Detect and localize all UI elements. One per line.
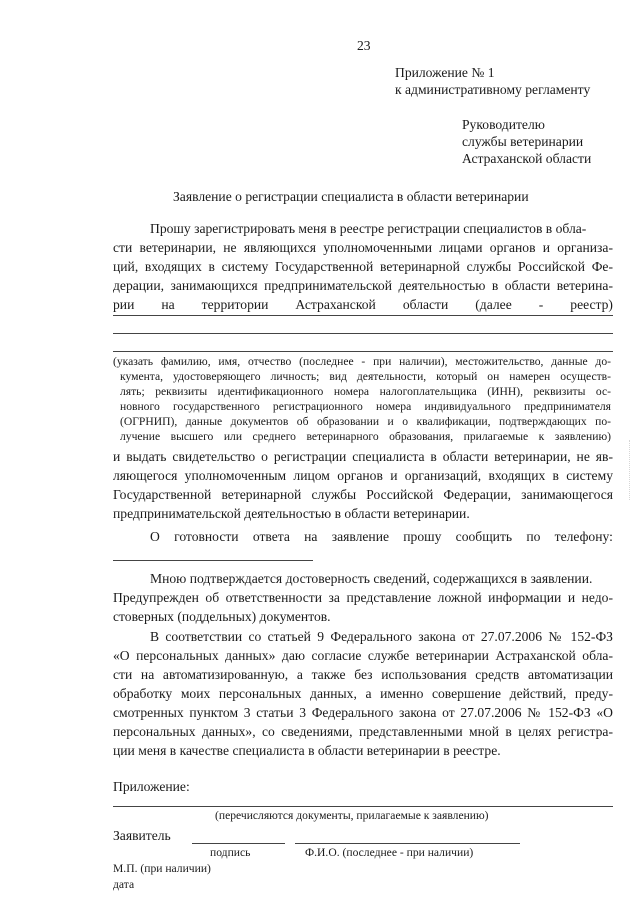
word: прошу: [403, 529, 442, 544]
word: реестр): [570, 297, 613, 312]
scan-margin-mark: [629, 440, 636, 500]
signature-caption: подпись: [210, 846, 251, 859]
word: готовности: [174, 529, 239, 544]
attachment-note: (перечисляются документы, прилагаемые к заявлению): [215, 809, 489, 822]
request-line: сти ветеринарии, не являющихся уполномоченными лицами органов и организа-: [113, 240, 613, 255]
document-heading: Заявление о регистрации специалиста в области ветеринарии: [173, 189, 529, 204]
attachment-fill-line[interactable]: [113, 806, 613, 807]
paragraph-line: обработку моих персональных данных, а именно совершение действий, преду-: [113, 686, 613, 701]
paragraph-line: смотренных пунктом 3 статьи 3 Федерального закона от 27.07.2006 № 152-ФЗ «О: [113, 705, 613, 720]
paragraph-line: предпринимательской деятельностью в области ветеринарии.: [113, 506, 470, 521]
word: рии: [113, 297, 135, 312]
paragraph-line: сти на автоматизированную, а также без использования средств автоматизации: [113, 667, 613, 682]
phone-fill-line[interactable]: [113, 560, 313, 561]
applicant-label: Заявитель: [113, 828, 171, 843]
paragraph-line: Государственной ветеринарной службы Российской Федерации, занимающегося: [113, 487, 613, 502]
fill-line[interactable]: [113, 333, 613, 334]
note-line: лять; реквизиты идентификационного номера налогоплательщика (ИНН), реквизиты ос-: [120, 385, 611, 398]
paragraph-line: Предупрежден об ответственности за представление ложной информации и недо-: [113, 590, 613, 605]
word: по: [526, 529, 541, 544]
request-line: ций, входящих в систему Государственной ветеринарной службы Российской Фе-: [113, 259, 613, 274]
fio-caption: Ф.И.О. (последнее - при наличии): [305, 846, 474, 859]
word: на: [304, 529, 318, 544]
word: -: [538, 297, 544, 312]
paragraph-line: Мною подтверждается достоверность сведений, содержащихся в заявлении.: [150, 571, 593, 586]
note-line: лучение высшего или среднего ветеринарного образования, прилагаемые к заявлению): [120, 430, 611, 443]
phone-request-line: [150, 527, 613, 546]
stamp-label: М.П. (при наличии): [113, 862, 211, 875]
note-line: кумента, удостоверяющего личность; вид деятельности, который он намерен осуществ-: [120, 370, 611, 383]
paragraph-line: персональных данных», со сведениями, представленными мной в целях регистра-: [113, 724, 613, 739]
request-line: дерации, занимающихся предпринимательской деятельностью в области ветерина-: [113, 278, 613, 293]
date-label: дата: [113, 878, 135, 891]
note-line: новного государственного регистрационного номера индивидуального предпринимателя: [120, 400, 611, 413]
word: сообщить: [455, 529, 513, 544]
word: О: [150, 529, 160, 544]
page-number: 23: [357, 38, 371, 53]
paragraph-line: ции меня в качестве специалиста в области ветеринарии в реестре.: [113, 743, 501, 758]
fill-line[interactable]: [113, 315, 613, 316]
word: на: [161, 297, 175, 312]
signature-line[interactable]: [192, 843, 285, 844]
note-line: (ОГРНИП), данные документов об образовании и о квалификации, подтверждающих по-: [120, 415, 611, 428]
fio-line[interactable]: [295, 843, 520, 844]
paragraph-line: В соответствии со статьей 9 Федерального закона от 27.07.2006 № 152-ФЗ: [150, 629, 613, 644]
word: (далее: [475, 297, 512, 312]
appendix-title: Приложение № 1: [395, 65, 495, 80]
request-last-line: [113, 295, 613, 314]
fill-line[interactable]: [113, 351, 613, 352]
word: области: [402, 297, 449, 312]
request-line: Прошу зарегистрировать меня в реестре регистрации специалистов в обла-: [150, 221, 587, 236]
word: Астраханской: [295, 297, 376, 312]
appendix-subtitle: к административному регламенту: [395, 82, 591, 97]
attachment-label: Приложение:: [113, 779, 190, 794]
word: заявление: [331, 529, 390, 544]
addressee-line-2: службы ветеринарии: [462, 134, 584, 149]
word: телефону:: [554, 529, 613, 544]
addressee-line-3: Астраханской области: [462, 151, 592, 166]
paragraph-line: «О персональных данных» даю согласие службе ветеринарии Астраханской обла-: [113, 648, 613, 663]
paragraph-line: стоверных (поддельных) документов.: [113, 609, 331, 624]
addressee-line-1: Руководителю: [462, 117, 545, 132]
note-line: (указать фамилию, имя, отчество (последнее - при наличии), местожительство, данные до-: [113, 355, 611, 368]
paragraph-line: ляющегося уполномоченным лицом органов и организаций, входящих в систему: [113, 468, 613, 483]
word: ответа: [252, 529, 290, 544]
paragraph-line: и выдать свидетельство о регистрации специалиста в области ветеринарии, не яв-: [113, 449, 613, 464]
word: территории: [201, 297, 269, 312]
